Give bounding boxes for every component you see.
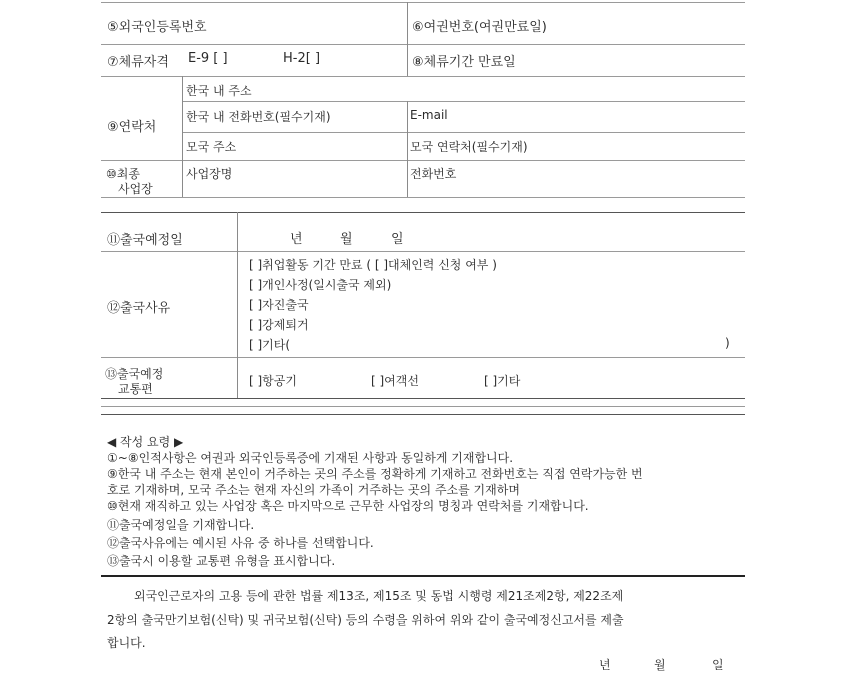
visa-h2-checkbox[interactable]: H-2[ ]: [283, 51, 321, 66]
home-contact-label: 모국 연락처(필수기재): [410, 140, 528, 154]
table-divider: [407, 101, 408, 197]
visa-status-label: ⑦체류자격: [107, 55, 169, 70]
table-divider: [237, 212, 238, 398]
instruction-line: ⑫출국사유에는 예시된 사유 중 하나를 선택합니다.: [107, 536, 374, 550]
reason-option[interactable]: [ ]자진출국: [249, 298, 309, 312]
reason-option[interactable]: [ ]기타(: [249, 338, 291, 352]
departure-date-label: ⑪출국예정일: [107, 233, 183, 248]
email-label: E-mail: [410, 108, 448, 122]
reason-option[interactable]: [ ]취업활동 기간 만료 ( [ ]대체인력 신청 여부 ): [249, 258, 497, 272]
transport-option-airplane[interactable]: [ ]항공기: [249, 374, 297, 388]
home-address-label: 모국 주소: [186, 140, 237, 154]
table-rule: [182, 101, 745, 102]
table-rule: [101, 357, 745, 358]
passport-number-label: ⑥여권번호(여권만료일): [412, 20, 547, 35]
declaration-line: 2항의 출국만기보험(신탁) 및 귀국보험(신탁) 등의 수령을 위하여 위와 같이 출국예정신고서를 제출: [107, 613, 624, 627]
signature-day-label: 일: [712, 658, 724, 672]
table-rule: [101, 251, 745, 252]
section-rule: [101, 406, 745, 407]
instruction-line: ①~⑧인적사항은 여권과 외국인등록증에 기재된 사항과 동일하게 기재합니다.: [107, 451, 514, 465]
declaration-line: 외국인근로자의 고용 등에 관한 법률 제13조, 제15조 및 동법 시행령 제21조제2항, 제22조제: [134, 589, 624, 603]
workplace-phone-label: 전화번호: [410, 167, 457, 181]
instruction-line: ⑪출국예정일을 기재합니다.: [107, 518, 255, 532]
contact-label: ⑨연락처: [107, 120, 157, 135]
transport-label: ⑬출국예정: [105, 367, 164, 381]
instruction-line: ⑩현재 재직하고 있는 사업장 혹은 마지막으로 근무한 사업장의 명칭과 연락처를 기재합니다.: [107, 499, 589, 513]
table-rule: [101, 76, 745, 77]
last-workplace-label: ⑩최종: [106, 167, 140, 181]
departure-reason-label: ⑫출국사유: [107, 301, 171, 316]
table-rule: [101, 197, 745, 198]
transport-label-2: 교통편: [118, 382, 153, 396]
workplace-name-label: 사업장명: [186, 167, 233, 181]
section-rule: [101, 414, 745, 415]
transport-option-other[interactable]: [ ]기타: [484, 374, 521, 388]
reason-close-paren: ): [725, 336, 730, 350]
table-rule: [101, 398, 745, 399]
instruction-line: ⑬출국시 이용할 교통편 유형을 표시합니다.: [107, 554, 336, 568]
transport-option-ship[interactable]: [ ]여객선: [371, 374, 419, 388]
alien-registration-number-label: ⑤외국인등록번호: [107, 20, 207, 35]
date-year-label: 년: [290, 232, 303, 247]
table-divider: [407, 2, 408, 76]
table-rule: [101, 212, 745, 213]
table-divider: [182, 76, 183, 197]
stay-expiry-label: ⑧체류기간 만료일: [412, 55, 516, 70]
last-workplace-label-2: 사업장: [118, 182, 153, 196]
instruction-line: ⑨한국 내 주소는 현재 본인이 거주하는 곳의 주소를 정확하게 기재하고 전화번호는 직접 연락가능한 번: [107, 467, 643, 481]
table-rule: [101, 160, 745, 161]
instructions-title: ◀ 작성 요령 ▶: [107, 435, 184, 449]
korea-phone-label: 한국 내 전화번호(필수기재): [186, 110, 331, 124]
reason-option[interactable]: [ ]개인사정(일시출국 제외): [249, 278, 392, 292]
signature-year-label: 년: [599, 658, 611, 672]
table-rule: [101, 44, 745, 45]
signature-month-label: 월: [654, 658, 666, 672]
instruction-line: 호로 기재하며, 모국 주소는 현재 자신의 가족이 거주하는 곳의 주소를 기재하며: [107, 483, 520, 497]
reason-option[interactable]: [ ]강제퇴거: [249, 318, 309, 332]
visa-e9-checkbox[interactable]: E-9 [ ]: [188, 51, 228, 66]
table-rule: [182, 132, 745, 133]
date-day-label: 일: [391, 232, 404, 247]
korea-address-label: 한국 내 주소: [186, 84, 252, 98]
date-month-label: 월: [340, 232, 353, 247]
declaration-line: 합니다.: [107, 636, 146, 650]
table-rule: [101, 2, 745, 3]
section-rule: [101, 575, 745, 577]
